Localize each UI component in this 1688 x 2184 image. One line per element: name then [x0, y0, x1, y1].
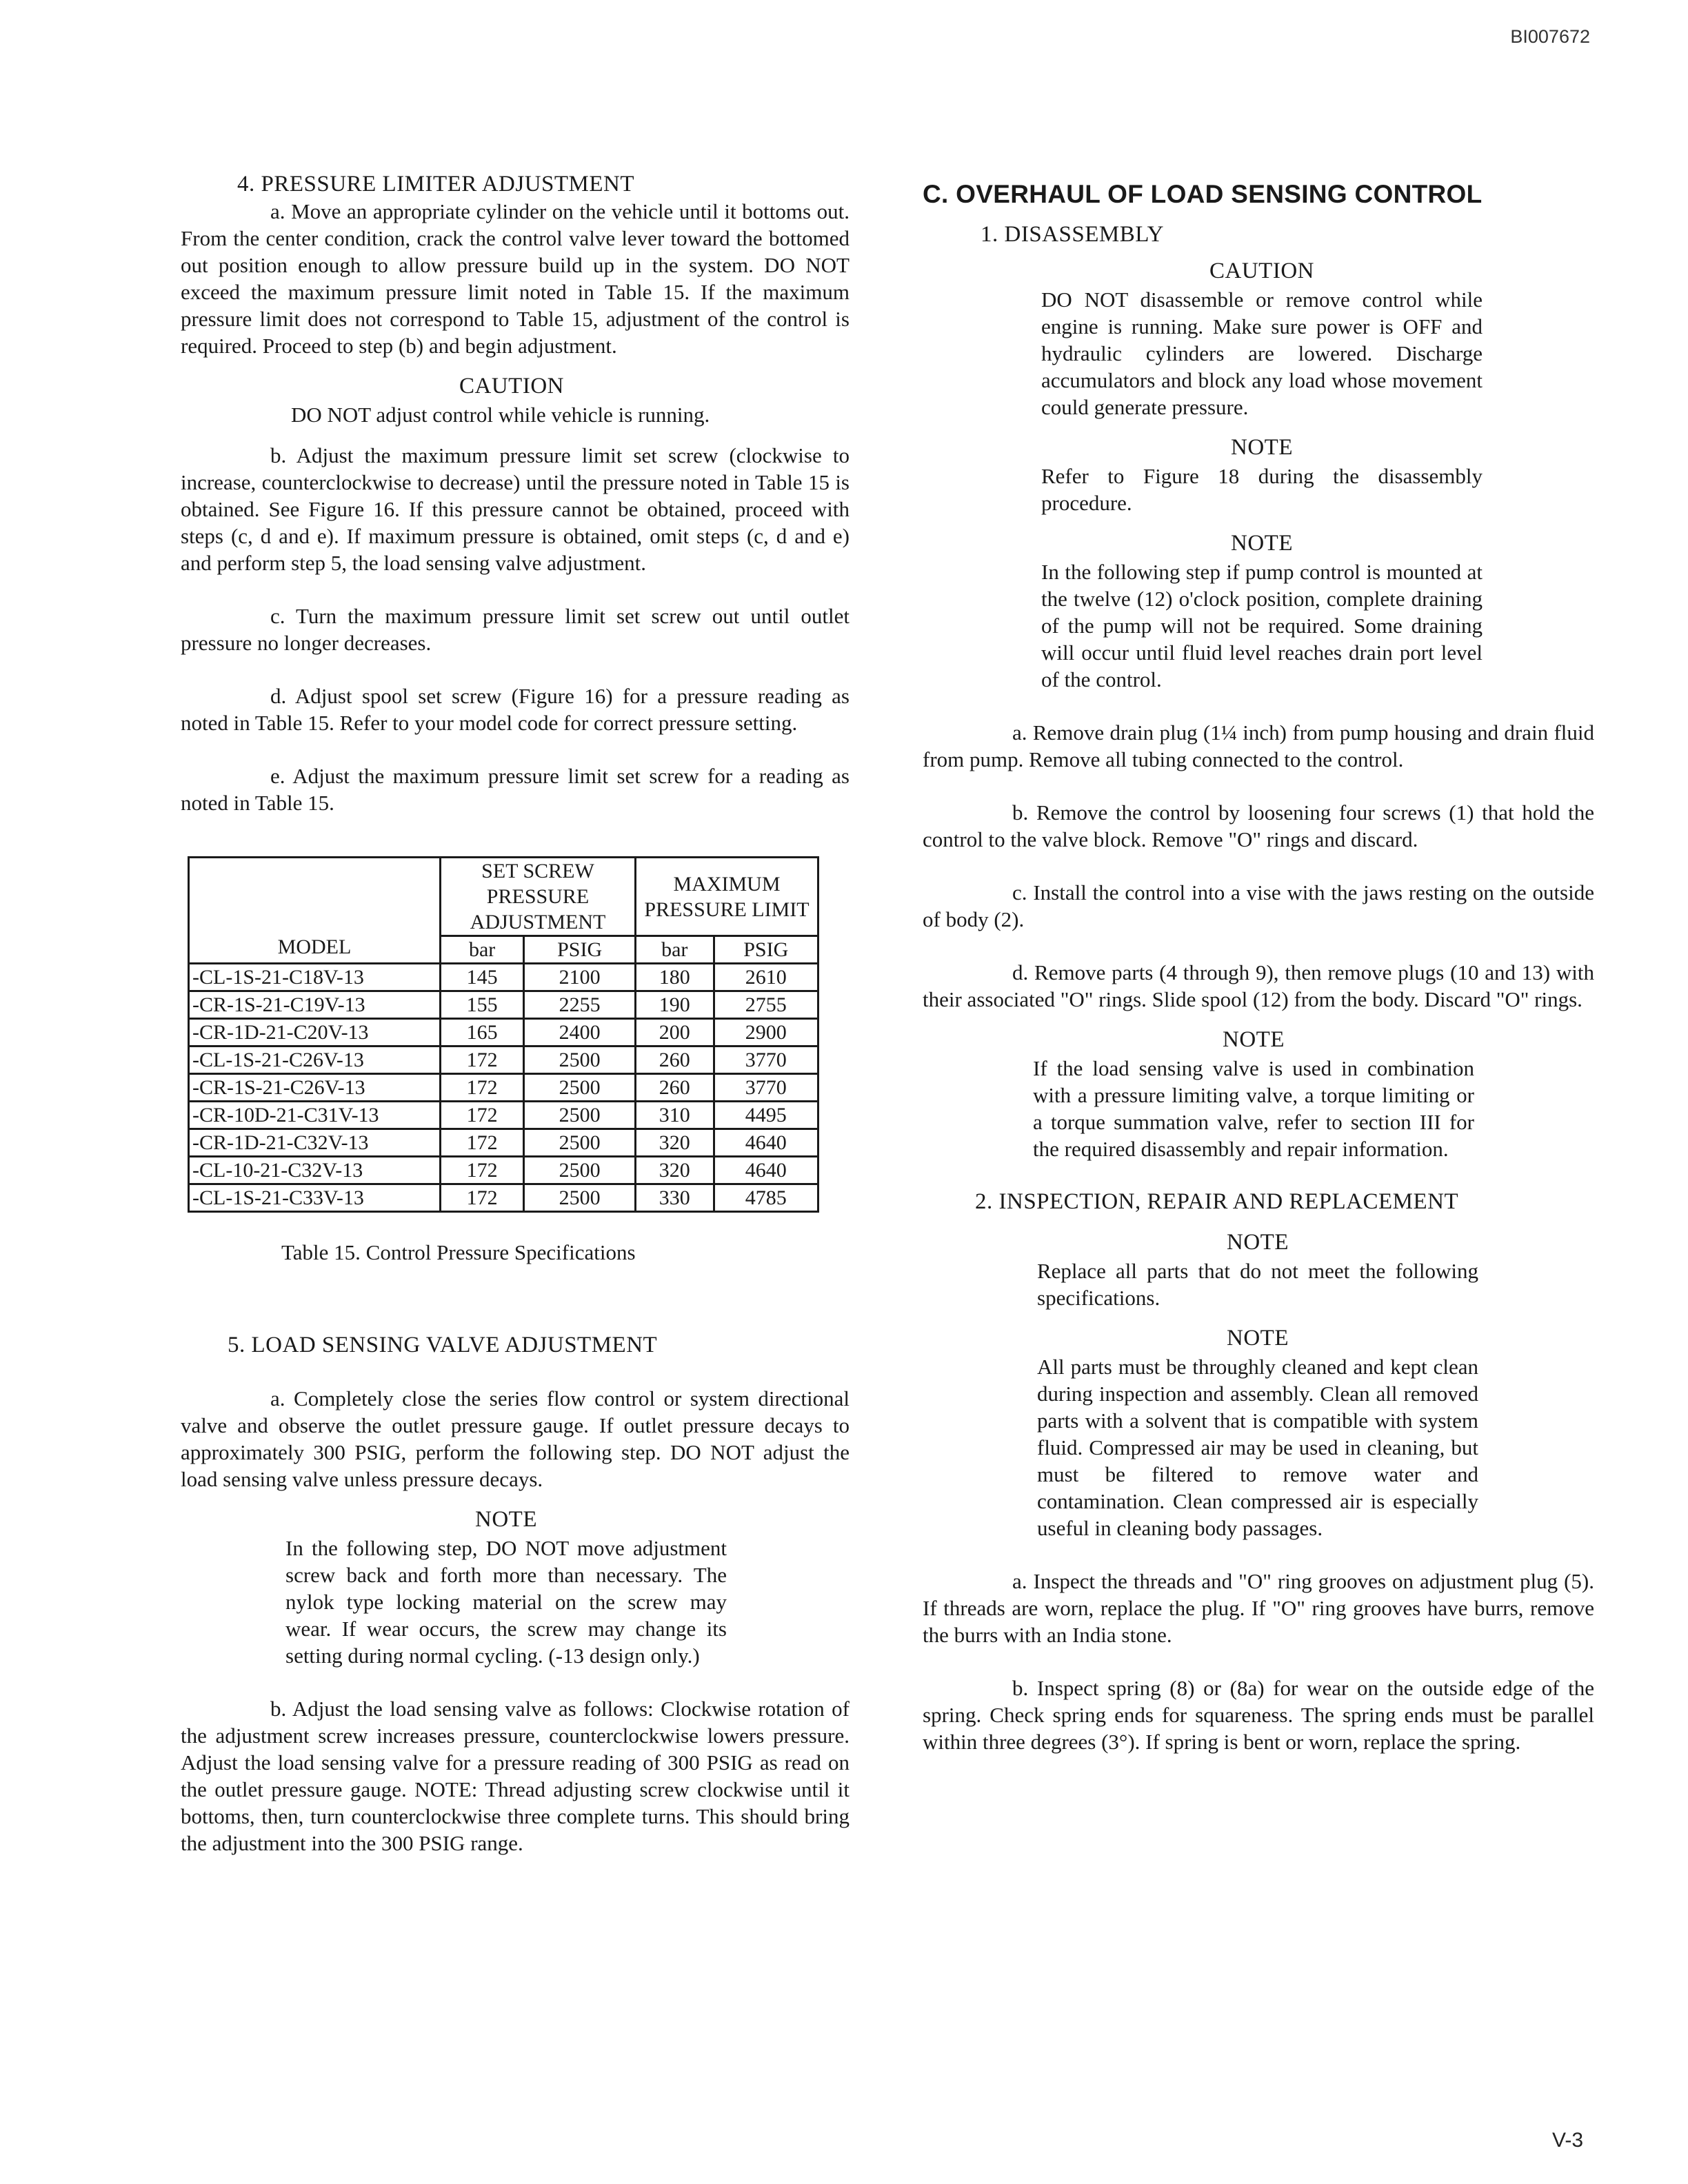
note-box	[285, 1506, 727, 1669]
note-box	[1037, 1325, 1478, 1541]
cell-set-bar: 172	[441, 1074, 524, 1102]
cell-set-bar: 172	[441, 1184, 524, 1212]
note-title: NOTE	[1227, 1230, 1289, 1255]
unit-bar: bar	[636, 936, 714, 964]
cell-max-psig: 3770	[714, 1046, 818, 1074]
table-row	[189, 964, 818, 991]
cell-max-bar: 260	[636, 1074, 714, 1102]
cell-max-bar: 180	[636, 964, 714, 991]
note-text: Replace all parts that do not meet the following specifications.	[1037, 1259, 1478, 1310]
note-text: In the following step, DO NOT move adjustment screw back and forth more than necessary. The nylok type locking material on the screw may wear. If wear occurs, the screw may change its setting during normal cycling. (-13 design only.)	[285, 1536, 727, 1668]
step-1d: d. Remove parts (4 through 9), then remove plugs (10 and 13) with their associated "O" rings. Slide spool (12) from the body. Discard "O" rings.	[923, 960, 1594, 1011]
step-1b: b. Remove the control by loosening four screws (1) that hold the control to the valve block. Remove "O" rings and discard.	[923, 800, 1594, 851]
note-title: NOTE	[1231, 435, 1293, 460]
unit-bar: bar	[441, 936, 524, 964]
cell-set-psig: 2500	[524, 1046, 636, 1074]
cell-max-psig: 4640	[714, 1129, 818, 1157]
caution-box	[291, 373, 732, 428]
cell-model: -CR-1S-21-C19V-13	[189, 991, 441, 1019]
step-4e: e. Adjust the maximum pressure limit set screw for a reading as noted in Table 15.	[181, 764, 850, 815]
cell-max-bar: 310	[636, 1102, 714, 1129]
cell-set-bar: 165	[441, 1019, 524, 1046]
table-row	[189, 1019, 818, 1046]
cell-model: -CR-1D-21-C20V-13	[189, 1019, 441, 1046]
table-row	[189, 991, 818, 1019]
step-4b: b. Adjust the maximum pressure limit set screw (clockwise to increase, counterclockwise to decrease) until the pressure noted in Table 15 is obtained. See Figure 16. If this pressure cannot be obtained, proceed with steps (c, d and e). If maximum pressure is obtained, omit steps (c, d and e) and perform step 5, the load sensing valve adjustment.	[181, 443, 850, 575]
step-1c: c. Install the control into a vise with the jaws resting on the outside of body (2).	[923, 880, 1594, 931]
cell-set-bar: 145	[441, 964, 524, 991]
left-column	[181, 171, 850, 1857]
cell-max-psig: 3770	[714, 1074, 818, 1102]
cell-set-psig: 2500	[524, 1157, 636, 1184]
cell-set-psig: 2255	[524, 991, 636, 1019]
table-row	[189, 1102, 818, 1129]
cell-set-psig: 2500	[524, 1074, 636, 1102]
cell-max-psig: 4495	[714, 1102, 818, 1129]
cell-set-bar: 172	[441, 1157, 524, 1184]
note-box	[1041, 434, 1483, 516]
caution-text: DO NOT adjust control while vehicle is running.	[291, 403, 710, 427]
disassembly-heading: 1. DISASSEMBLY	[981, 222, 1164, 247]
cell-model: -CR-10D-21-C31V-13	[189, 1102, 441, 1129]
pressure-spec-table	[188, 856, 819, 1213]
cell-max-psig: 2900	[714, 1019, 818, 1046]
section-c-title: C. OVERHAUL OF LOAD SENSING CONTROL	[923, 180, 1483, 208]
note-title: NOTE	[1231, 531, 1293, 556]
cell-model: -CL-1S-21-C33V-13	[189, 1184, 441, 1212]
col-header-model: MODEL	[189, 858, 441, 964]
cell-set-bar: 172	[441, 1102, 524, 1129]
cell-max-bar: 320	[636, 1157, 714, 1184]
cell-max-bar: 320	[636, 1129, 714, 1157]
cell-set-bar: 172	[441, 1129, 524, 1157]
cell-max-psig: 2755	[714, 991, 818, 1019]
step-4c: c. Turn the maximum pressure limit set screw out until outlet pressure no longer decreases.	[181, 604, 850, 655]
cell-max-bar: 190	[636, 991, 714, 1019]
cell-set-psig: 2400	[524, 1019, 636, 1046]
page-number: V-3	[1551, 2129, 1583, 2152]
table-row	[189, 1074, 818, 1102]
col-header-set-screw: SET SCREW PRESSURE ADJUSTMENT	[441, 858, 636, 936]
cell-model: -CL-1S-21-C18V-13	[189, 964, 441, 991]
inspection-heading: 2. INSPECTION, REPAIR AND REPLACEMENT	[975, 1189, 1459, 1214]
right-column	[923, 171, 1594, 1755]
note-box	[1037, 1229, 1478, 1311]
cell-max-bar: 330	[636, 1184, 714, 1212]
caution-text: DO NOT disassemble or remove control while engine is running. Make sure power is OFF and hydraulic cylinders are lowered. Discharge accumulators and block any load whose movement could generate pressure.	[1041, 287, 1483, 419]
cell-set-psig: 2500	[524, 1129, 636, 1157]
table-row	[189, 1184, 818, 1212]
note-text: If the load sensing valve is used in combination with a pressure limiting valve, a torque limiting or a torque summation valve, refer to section III for the required disassembly and repair information.	[1033, 1056, 1474, 1161]
cell-set-psig: 2500	[524, 1102, 636, 1129]
table-row	[189, 1046, 818, 1074]
caution-title: CAUTION	[459, 374, 564, 398]
note-title: NOTE	[1223, 1027, 1285, 1052]
cell-set-psig: 2100	[524, 964, 636, 991]
cell-set-psig: 2500	[524, 1184, 636, 1212]
note-text: All parts must be throughly cleaned and kept clean during inspection and assembly. Clean all removed parts with a solvent that is compatible with system fluid. Compressed air may be used in cleaning, but must be filtered to remove water and contamination. Clean compressed air is especially useful in cleaning body passages.	[1037, 1355, 1478, 1540]
col-header-max-pressure: MAXIMUM PRESSURE LIMIT	[636, 858, 818, 936]
note-text: Refer to Figure 18 during the disassembly procedure.	[1041, 464, 1483, 515]
cell-model: -CL-1S-21-C26V-13	[189, 1046, 441, 1074]
cell-max-psig: 4640	[714, 1157, 818, 1184]
cell-model: -CL-10-21-C32V-13	[189, 1157, 441, 1184]
table-row	[189, 1157, 818, 1184]
note-title: NOTE	[1227, 1326, 1289, 1351]
caution-box	[1041, 258, 1483, 421]
cell-max-bar: 260	[636, 1046, 714, 1074]
section-5-heading: 5. LOAD SENSING VALVE ADJUSTMENT	[228, 1333, 658, 1357]
table-caption: Table 15. Control Pressure Specifications	[281, 1240, 636, 1264]
cell-set-bar: 155	[441, 991, 524, 1019]
unit-psig: PSIG	[524, 936, 636, 964]
cell-max-bar: 200	[636, 1019, 714, 1046]
caution-title: CAUTION	[1209, 259, 1314, 283]
note-text: In the following step if pump control is mounted at the twelve (12) o'clock position, complete draining of the pump will not be required. Some draining will occur until fluid level reaches drain port level of the control.	[1041, 560, 1483, 691]
note-title: NOTE	[475, 1507, 537, 1532]
step-2a: a. Inspect the threads and "O" ring grooves on adjustment plug (5). If threads are worn, replace the plug. If "O" ring grooves have burrs, remove the burrs with an India stone.	[923, 1569, 1594, 1647]
cell-set-bar: 172	[441, 1046, 524, 1074]
document-id: BI007672	[1510, 26, 1590, 47]
step-2b: b. Inspect spring (8) or (8a) for wear on the outside edge of the spring. Check spring ends for squareness. The spring ends must be parallel within three degrees (3°). If spring is bent or worn, replace the spring.	[923, 1676, 1594, 1754]
cell-max-psig: 2610	[714, 964, 818, 991]
step-5b: b. Adjust the load sensing valve as follows: Clockwise rotation of the adjustment screw increases pressure, counterclockwise lowers pressure. Adjust the load sensing valve for a pressure reading of 300 PSIG as read on the outlet pressure gauge. NOTE: Thread adjusting screw clockwise until it bottoms, then, turn counterclockwise three complete turns. This should bring the adjustment into the 300 PSIG range.	[181, 1697, 850, 1855]
step-5a: a. Completely close the series flow control or system directional valve and observe the outlet pressure gauge. If outlet pressure decays to approximately 300 PSIG, perform the following step. DO NOT adjust the load sensing valve unless pressure decays.	[181, 1386, 850, 1491]
unit-psig: PSIG	[714, 936, 818, 964]
step-1a: a. Remove drain plug (1¼ inch) from pump housing and drain fluid from pump. Remove all tubing connected to the control.	[923, 720, 1594, 771]
cell-model: -CR-1D-21-C32V-13	[189, 1129, 441, 1157]
cell-max-psig: 4785	[714, 1184, 818, 1212]
step-4d: d. Adjust spool set screw (Figure 16) for a pressure reading as noted in Table 15. Refer to your model code for correct pressure setting.	[181, 684, 850, 735]
section-4-heading: 4. PRESSURE LIMITER ADJUSTMENT	[237, 172, 635, 196]
note-box	[1041, 530, 1483, 693]
cell-model: -CR-1S-21-C26V-13	[189, 1074, 441, 1102]
note-box	[1033, 1027, 1474, 1162]
step-4a: a. Move an appropriate cylinder on the vehicle until it bottoms out. From the center condition, crack the control valve lever toward the bottomed out position enough to allow pressure build up in the system. DO NOT exceed the maximum pressure limit noted in Table 15. If the maximum pressure limit does not correspond to Table 15, adjustment of the control is required. Proceed to step (b) and begin adjustment.	[181, 199, 850, 358]
table-row	[189, 1129, 818, 1157]
